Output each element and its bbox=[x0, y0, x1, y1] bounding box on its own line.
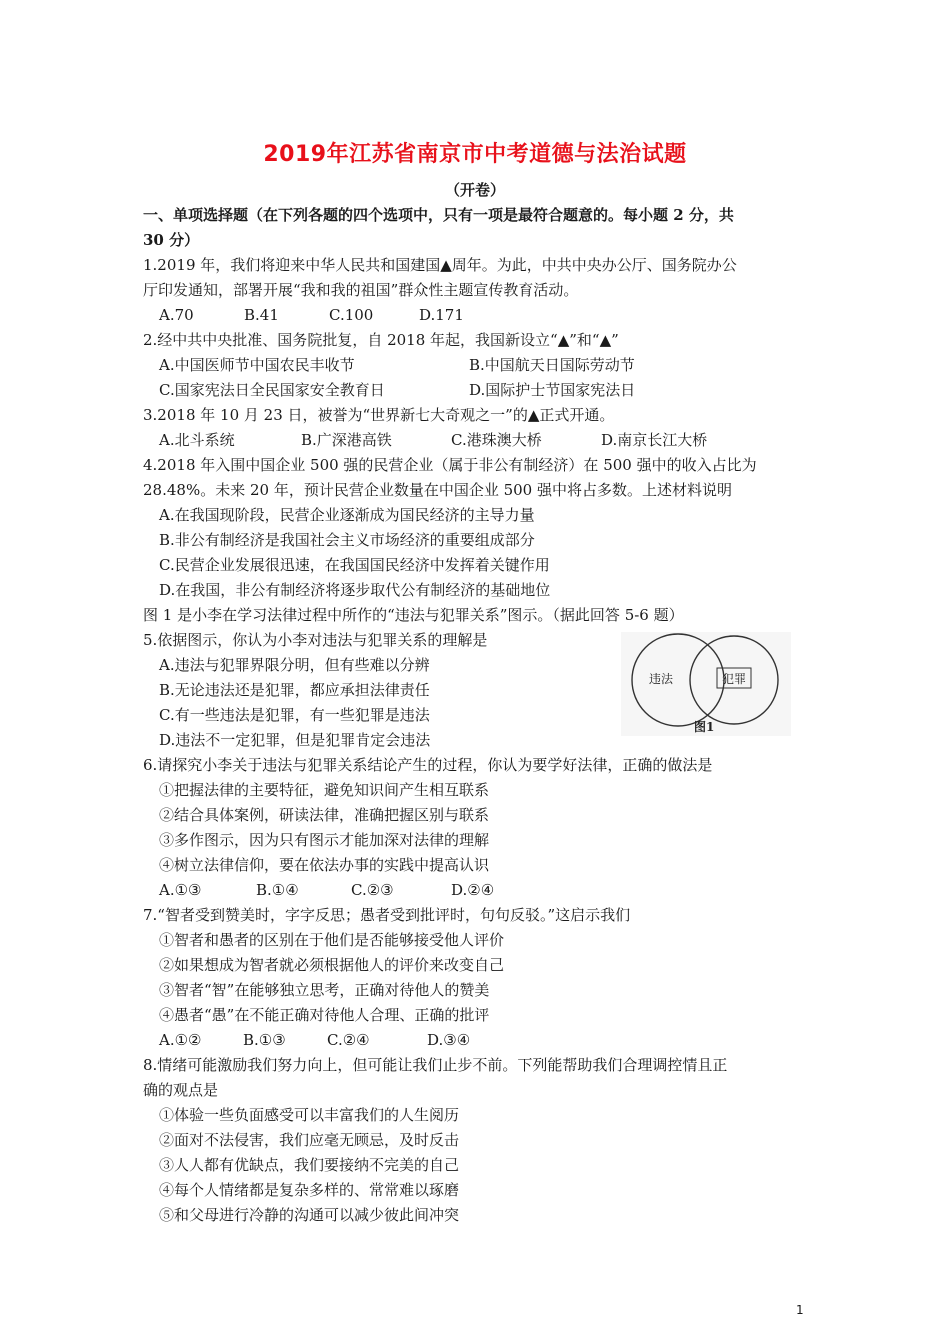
question-5-stem: 5.依据图示，你认为小李对违法与犯罪关系的理解是 bbox=[143, 631, 488, 649]
figure-caption: 图1 bbox=[694, 720, 715, 734]
option-a: A.北斗系统 bbox=[159, 431, 235, 449]
question-1-options bbox=[143, 303, 811, 328]
option-b: B.41 bbox=[244, 306, 279, 324]
option-b: B.①③ bbox=[243, 1031, 286, 1049]
option-a: A.违法与犯罪界限分明，但有些难以分辨 bbox=[159, 656, 430, 674]
option-d: D.违法不一定犯罪，但是犯罪肯定会违法 bbox=[159, 731, 431, 749]
statement-3: ③智者“智”在能够独立思考，正确对待他人的赞美 bbox=[159, 981, 490, 999]
option-c: C.100 bbox=[329, 306, 374, 324]
question-7-options bbox=[143, 1028, 811, 1053]
question-6-stem: 6.请探究小李关于违法与犯罪关系结论产生的过程，你认为要学好法律，正确的做法是 bbox=[143, 756, 713, 774]
statement-3: ③多作图示，因为只有图示才能加深对法律的理解 bbox=[159, 831, 490, 849]
violation-circle bbox=[632, 634, 724, 726]
page-number: 1 bbox=[796, 1303, 804, 1317]
option-c: C.港珠澳大桥 bbox=[451, 431, 542, 449]
question-1-stem: 1.2019 年，我们将迎来中华人民共和国建国▲周年。为此，中共中央办公厅、国务院办公 bbox=[143, 256, 737, 274]
question-3-stem: 3.2018 年 10 月 23 日，被誉为“世界新七大奇观之一”的▲正式开通。 bbox=[143, 406, 615, 424]
figure-intro: 图 1 是小李在学习法律过程中所作的“违法与犯罪关系”图示。（据此回答 5-6 题） bbox=[143, 606, 684, 624]
question-6-options bbox=[143, 878, 811, 903]
option-c: C.有一些违法是犯罪，有一些犯罪是违法 bbox=[159, 706, 430, 724]
option-b: B.①④ bbox=[256, 881, 299, 899]
exam-title: 2019年江苏省南京市中考道德与法治试题 bbox=[263, 142, 687, 167]
option-a: A.①② bbox=[159, 1031, 202, 1049]
section-heading-cont: 30 分） bbox=[143, 231, 200, 249]
statement-2: ②面对不法侵害，我们应毫无顾忌，及时反击 bbox=[159, 1131, 460, 1149]
question-4-stem: 4.2018 年入围中国企业 500 强的民营企业（属于非公有制经济）在 500 强中的收入占比为 bbox=[143, 456, 757, 474]
question-7-stem: 7.“智者受到赞美时，字字反思；愚者受到批评时，句句反驳。”这启示我们 bbox=[143, 906, 631, 924]
venn-diagram-figure bbox=[621, 632, 791, 736]
option-d: D.在我国，非公有制经济将逐步取代公有制经济的基础地位 bbox=[159, 581, 551, 599]
question-1-stem-cont: 厅印发通知，部署开展“我和我的祖国”群众性主题宣传教育活动。 bbox=[143, 281, 579, 299]
option-d: D.国际护士节国家宪法日 bbox=[469, 381, 636, 399]
option-a: A.70 bbox=[159, 306, 194, 324]
option-d: D.171 bbox=[419, 306, 464, 324]
option-c: C.国家宪法日全民国家安全教育日 bbox=[159, 381, 385, 399]
question-2-stem: 2.经中共中央批准、国务院批复，自 2018 年起，我国新设立“▲”和“▲” bbox=[143, 331, 619, 349]
statement-4: ④每个人情绪都是复杂多样的、常常难以琢磨 bbox=[159, 1181, 460, 1199]
statement-1: ①把握法律的主要特征，避免知识间产生相互联系 bbox=[159, 781, 490, 799]
option-c: C.民营企业发展很迅速，在我国国民经济中发挥着关键作用 bbox=[159, 556, 550, 574]
option-b: B.中国航天日国际劳动节 bbox=[469, 356, 635, 374]
statement-2: ②结合具体案例，研读法律，准确把握区别与联系 bbox=[159, 806, 490, 824]
statement-2: ②如果想成为智者就必须根据他人的评价来改变自己 bbox=[159, 956, 505, 974]
option-d: D.南京长江大桥 bbox=[601, 431, 708, 449]
option-c: C.②③ bbox=[351, 881, 394, 899]
option-c: C.②④ bbox=[327, 1031, 370, 1049]
exam-subtitle: （开卷） bbox=[444, 181, 505, 199]
option-d: D.③④ bbox=[427, 1031, 471, 1049]
statement-4: ④愚者“愚”在不能正确对待他人合理、正确的批评 bbox=[159, 1006, 490, 1024]
statement-1: ①体验一些负面感受可以丰富我们的人生阅历 bbox=[159, 1106, 460, 1124]
section-heading: 一、单项选择题（在下列各题的四个选项中，只有一项是最符合题意的。每小题 2 分，共 bbox=[143, 206, 734, 224]
option-b: B.无论违法还是犯罪，都应承担法律责任 bbox=[159, 681, 430, 699]
question-2-options-row2 bbox=[143, 378, 811, 403]
question-3-options bbox=[143, 428, 811, 453]
statement-4: ④树立法律信仰，要在依法办事的实践中提高认识 bbox=[159, 856, 490, 874]
option-b: B.非公有制经济是我国社会主义市场经济的重要组成部分 bbox=[159, 531, 535, 549]
option-d: D.②④ bbox=[451, 881, 495, 899]
question-8-stem-cont: 确的观点是 bbox=[143, 1081, 219, 1099]
statement-1: ①智者和愚者的区别在于他们是否能够接受他人评价 bbox=[159, 931, 505, 949]
statement-3: ③人人都有优缺点，我们要接纳不完美的自己 bbox=[159, 1156, 460, 1174]
violation-label: 违法 bbox=[649, 672, 674, 686]
option-a: A.中国医师节中国农民丰收节 bbox=[159, 356, 355, 374]
option-a: A.在我国现阶段，民营企业逐渐成为国民经济的主导力量 bbox=[159, 506, 535, 524]
question-2-options-row1 bbox=[143, 353, 811, 378]
question-8-stem: 8.情绪可能激励我们努力向上，但可能让我们止步不前。下列能帮助我们合理调控情且正 bbox=[143, 1056, 728, 1074]
option-a: A.①③ bbox=[159, 881, 202, 899]
crime-label: 犯罪 bbox=[722, 672, 747, 686]
question-4-stem-cont: 28.48%。未来 20 年，预计民营企业数量在中国企业 500 强中将占多数。上述材料说明 bbox=[143, 481, 732, 499]
statement-5: ⑤和父母进行冷静的沟通可以减少彼此间冲突 bbox=[159, 1206, 460, 1224]
option-b: B.广深港高铁 bbox=[301, 431, 392, 449]
